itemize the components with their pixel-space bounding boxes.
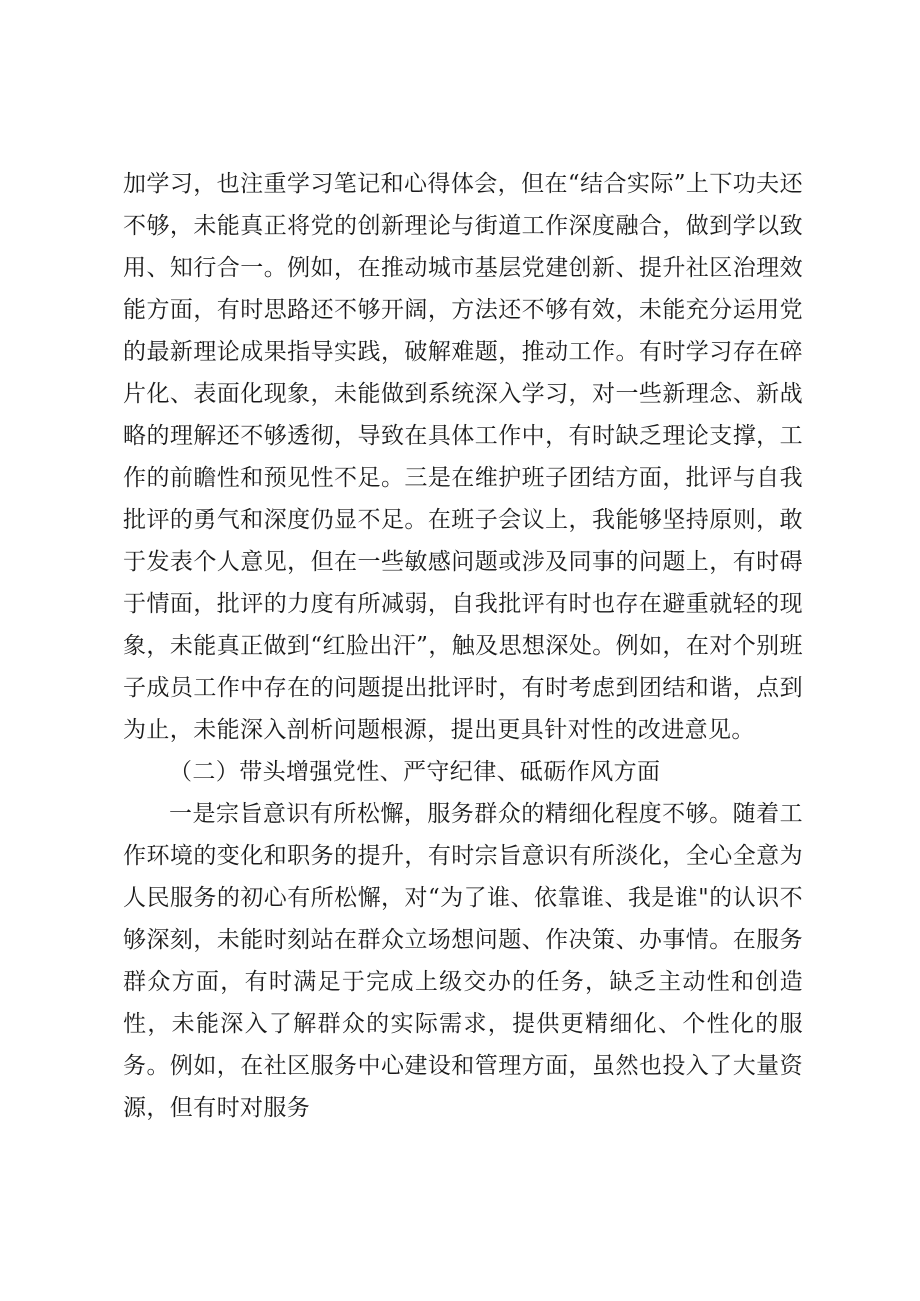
- section-heading: （二）带头增强党性、严守纪律、砥砺作风方面: [169, 759, 661, 785]
- body-paragraph: 加学习，也注重学习笔记和心得体会，但在“结合实际”上下功夫还不够，未能真正将党的创新理论与街道工作深度融合，做到学以致用、知行合一。例如，在推动城市基层党建创新、提升社区治理效能方面，有时思路还不够开阔，方法还不够有效，未能充分运用党的最新理论成果指导实践，破解难题，推动工作。有时学习存在碎片化、表面化现象，未能做到系统深入学习，对一些新理念、新战略的理解还不够透彻，导致在具体工作中，有时缺乏理论支撑，工作的前瞻性和预见性不足。三是在维护班子团结方面，批评与自我批评的勇气和深度仍显不足。在班子会议上，我能够坚持原则，敢于发表个人意见，但在一些敏感问题或涉及同事的问题上，有时碍于情面，批评的力度有所减弱，自我批评有时也存在避重就轻的现象，未能真正做到“红脸出汗”，触及思想深处。例如，在对个别班子成员工作中存在的问题提出批评时，有时考虑到团结和谐，点到为止，未能深入剖析问题根源，提出更具针对性的改进意见。: [123, 171, 803, 743]
- body-paragraph: 一是宗旨意识有所松懈，服务群众的精细化程度不够。随着工作环境的变化和职务的提升，有时宗旨意识有所淡化，全心全意为人民服务的初心有所松懈，对“为了谁、依靠谁、我是谁"的认识不够深刻，未能时刻站在群众立场想问题、作决策、办事情。在服务群众方面，有时满足于完成上级交办的任务，缺乏主动性和创造性，未能深入了解群众的实际需求，提供更精细化、个性化的服务。例如，在社区服务中心建设和管理方面，虽然也投入了大量资源，但有时对服务: [123, 801, 803, 1121]
- document-body: [123, 163, 803, 1129]
